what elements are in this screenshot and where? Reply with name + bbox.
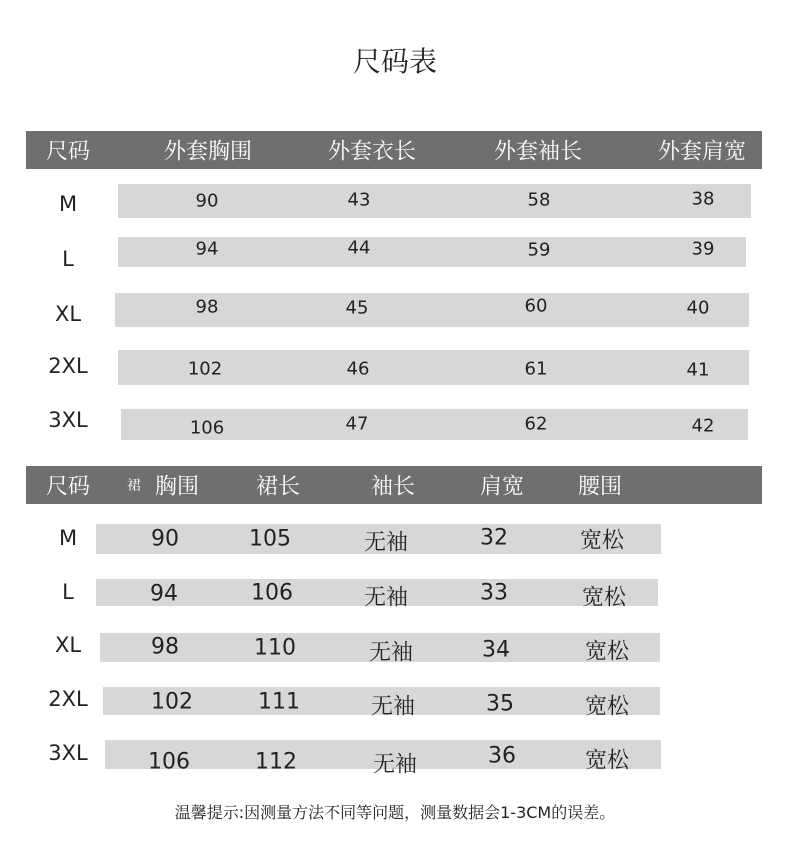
header-waist: 腰围	[577, 474, 623, 500]
jacket-length-value: 44	[347, 237, 371, 259]
size-label: 3XL	[48, 408, 88, 432]
jacket-chest-value: 106	[189, 417, 225, 439]
skirt-length-value: 105	[249, 526, 291, 552]
size-label: L	[62, 247, 74, 271]
header-skirt-length: 裙长	[255, 474, 301, 500]
header-jacket-sleeve: 外套袖长	[493, 139, 583, 165]
sleeve-value: 无袖	[370, 694, 416, 720]
jacket-sleeve-value: 60	[524, 295, 548, 317]
sleeve-value: 无袖	[368, 640, 414, 666]
jacket-sleeve-value: 62	[524, 413, 548, 435]
jacket-shoulder-value: 41	[686, 359, 710, 381]
chest-value: 90	[151, 526, 179, 552]
header-sleeve: 袖长	[370, 474, 416, 500]
measurement-note: 温馨提示:因测量方法不同等问题，测量数据会1-3CM的误差。	[174, 803, 616, 822]
sleeve-value: 无袖	[363, 585, 409, 611]
size-label: XL	[54, 302, 82, 326]
jacket-table-header	[26, 131, 762, 169]
header-size: 尺码	[45, 139, 91, 165]
jacket-length-value: 45	[345, 297, 369, 319]
chest-value: 98	[151, 634, 179, 660]
jacket-chest-value: 94	[195, 238, 219, 260]
jacket-length-value: 43	[347, 189, 371, 211]
jacket-sleeve-value: 61	[524, 358, 548, 380]
waist-value: 宽松	[584, 748, 630, 774]
shoulder-value: 32	[480, 525, 508, 551]
skirt-length-value: 106	[251, 580, 293, 606]
skirt-length-value: 111	[258, 689, 300, 715]
jacket-shoulder-value: 38	[691, 188, 715, 210]
jacket-shoulder-value: 40	[686, 297, 710, 319]
size-label: XL	[54, 633, 82, 657]
size-label: 2XL	[48, 687, 88, 711]
header-jacket-length: 外套衣长	[327, 139, 417, 165]
jacket-chest-value: 102	[187, 358, 223, 380]
header-jacket-chest: 外套胸围	[163, 139, 253, 165]
shoulder-value: 35	[486, 691, 514, 717]
jacket-sleeve-value: 58	[527, 189, 551, 211]
sleeve-value: 无袖	[363, 530, 409, 556]
jacket-length-value: 47	[345, 413, 369, 435]
page-title: 尺码表	[352, 45, 437, 78]
chest-value: 106	[148, 749, 190, 775]
header-jacket-shoulder: 外套肩宽	[657, 139, 747, 165]
shoulder-value: 34	[482, 637, 510, 663]
header-shoulder: 肩宽	[479, 474, 525, 500]
header-chest: 胸围	[154, 474, 200, 500]
waist-value: 宽松	[579, 528, 625, 554]
shoulder-value: 36	[488, 743, 516, 769]
skirt-length-value: 110	[254, 635, 296, 661]
jacket-chest-value: 98	[195, 296, 219, 318]
size-label: 3XL	[48, 741, 88, 765]
waist-value: 宽松	[584, 639, 630, 665]
jacket-shoulder-value: 42	[691, 415, 715, 437]
jacket-length-value: 46	[346, 358, 370, 380]
chest-value: 102	[151, 689, 193, 715]
jacket-chest-value: 90	[195, 190, 219, 212]
size-label: M	[58, 526, 78, 550]
size-label: 2XL	[48, 354, 88, 378]
jacket-sleeve-value: 59	[527, 239, 551, 261]
chest-value: 94	[150, 581, 178, 607]
jacket-shoulder-value: 39	[691, 238, 715, 260]
size-label: M	[58, 192, 78, 216]
shoulder-value: 33	[480, 580, 508, 606]
skirt-length-value: 112	[255, 749, 297, 775]
skirt-table-header	[26, 466, 762, 504]
sleeve-value: 无袖	[372, 752, 418, 778]
waist-value: 宽松	[581, 585, 627, 611]
size-label: L	[62, 580, 74, 604]
header-skirt-prefix: 裙	[127, 478, 141, 494]
header-size: 尺码	[45, 474, 91, 500]
waist-value: 宽松	[584, 694, 630, 720]
